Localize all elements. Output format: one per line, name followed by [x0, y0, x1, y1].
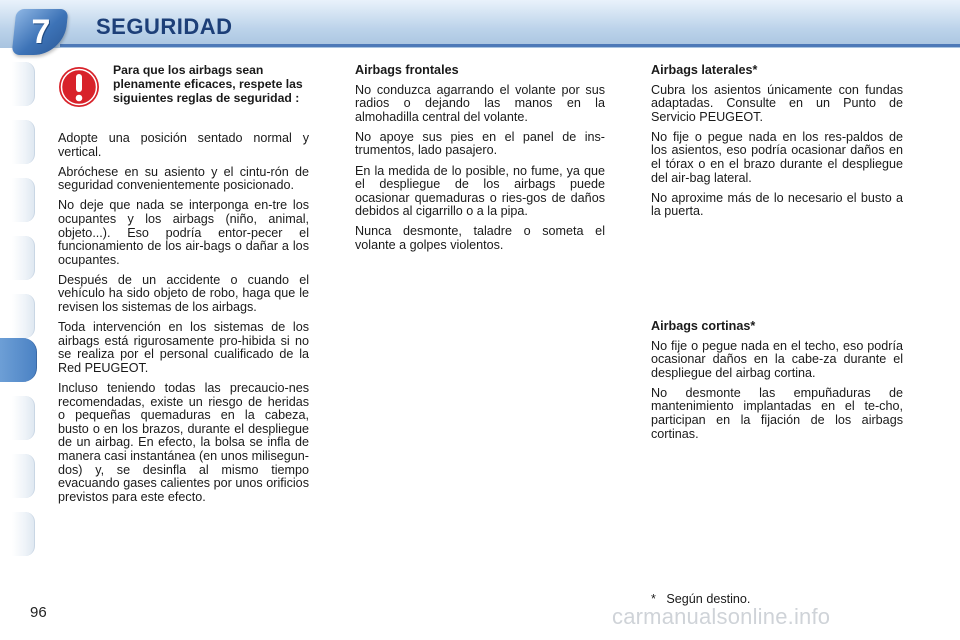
paragraph: Abróchese en su asiento y el cintu-rón de seguridad convenientemente posicionado.: [58, 164, 309, 193]
section-heading: Airbags frontales: [355, 63, 459, 77]
chapter-tab-active[interactable]: [0, 338, 37, 382]
footnote: * Según destino.: [651, 592, 751, 606]
paragraph: No fije o pegue nada en los res-paldos de los asientos, eso podría ocasionar daños en el tórax o en el brazo durante el despliegue del air-bag lateral.: [651, 129, 903, 185]
paragraph: No fije o pegue nada en el techo, eso podría ocasionar daños en la cabe-za durante el despliegue del airbag cortina.: [651, 338, 903, 380]
warning-title: Para que los airbags sean plenamente eficaces, respete las siguientes reglas de seguridad :: [113, 63, 303, 105]
chapter-tab-7[interactable]: [12, 396, 35, 440]
paragraph: Adopte una posición sentado normal y vertical.: [58, 131, 309, 159]
watermark: carmanualsonline.info: [612, 604, 831, 629]
paragraph: Cubra los asientos únicamente con fundas adaptadas. Consulte en un Punto de Servicio PEUGEOT.: [651, 82, 903, 124]
paragraph: Nunca desmonte, taladre o someta el volante a golpes violentos.: [355, 224, 605, 253]
paragraph: No deje que nada se interponga en-tre los ocupantes y los airbags (niño, animal, objeto...). Eso podría entor-pecer el funcionamiento de los air-bags o dañar a los ocupantes.: [58, 198, 309, 267]
column-general-rules: [58, 132, 309, 511]
section-heading: Airbags laterales*: [651, 63, 758, 77]
column-front-airbags: [355, 64, 605, 259]
paragraph: No desmonte las empuñaduras de mantenimiento implantadas en el te-cho, participan en la fijación de los airbags cortinas.: [651, 385, 903, 441]
section-title: SEGURIDAD: [96, 14, 233, 39]
chapter-tab-8[interactable]: [12, 454, 35, 498]
header-rule: [60, 44, 960, 47]
paragraph: En la medida de lo posible, no fume, ya que el despliegue de los airbags puede ocasionar quemaduras o ries-gos de daños debidos al cigarrillo o a la pipa.: [355, 163, 605, 219]
chapter-number: 7: [31, 13, 51, 51]
chapter-tab-1[interactable]: [12, 62, 35, 106]
paragraph: No apoye sus pies en el panel de ins-trumentos, lado pasajero.: [355, 129, 605, 158]
paragraph: Después de un accidente o cuando el vehículo ha sido objeto de robo, haga que le revisen los sistemas de los airbags.: [58, 272, 309, 315]
column-curtain-airbags: [651, 320, 903, 448]
paragraph: Incluso teniendo todas las precaucio-nes recomendadas, existe un riesgo de heridas o pequeñas quemaduras en la cabeza, busto o en los brazos, durante el despliegue de un airbag. En efecto, la bolsa se infla de manera casi instantánea (en unos milisegun-dos) y, se desinfla al mismo tiempo evacuando gases calientes por unos orificios previstos para este efecto.: [58, 381, 309, 504]
column-side-airbags: [651, 64, 903, 225]
chapter-tab-3[interactable]: [12, 178, 35, 222]
paragraph: No aproxime más de lo necesario el busto a la puerta.: [651, 190, 903, 219]
page-number: 96: [30, 604, 47, 621]
chapter-tab-5[interactable]: [12, 294, 35, 338]
chapter-tab-4[interactable]: [12, 236, 35, 280]
chapter-tab-9[interactable]: [12, 512, 35, 556]
paragraph: No conduzca agarrando el volante por sus radios o dejando las manos en la almohadilla central del volante.: [355, 82, 605, 124]
chapter-tab-2[interactable]: [12, 120, 35, 164]
paragraph: Toda intervención en los sistemas de los airbags está rigurosamente pro-hibida si no se realiza por el personal cualificado de la Red PEUGEOT.: [58, 320, 309, 375]
section-heading: Airbags cortinas*: [651, 319, 756, 333]
exclamation-icon: [58, 66, 100, 108]
